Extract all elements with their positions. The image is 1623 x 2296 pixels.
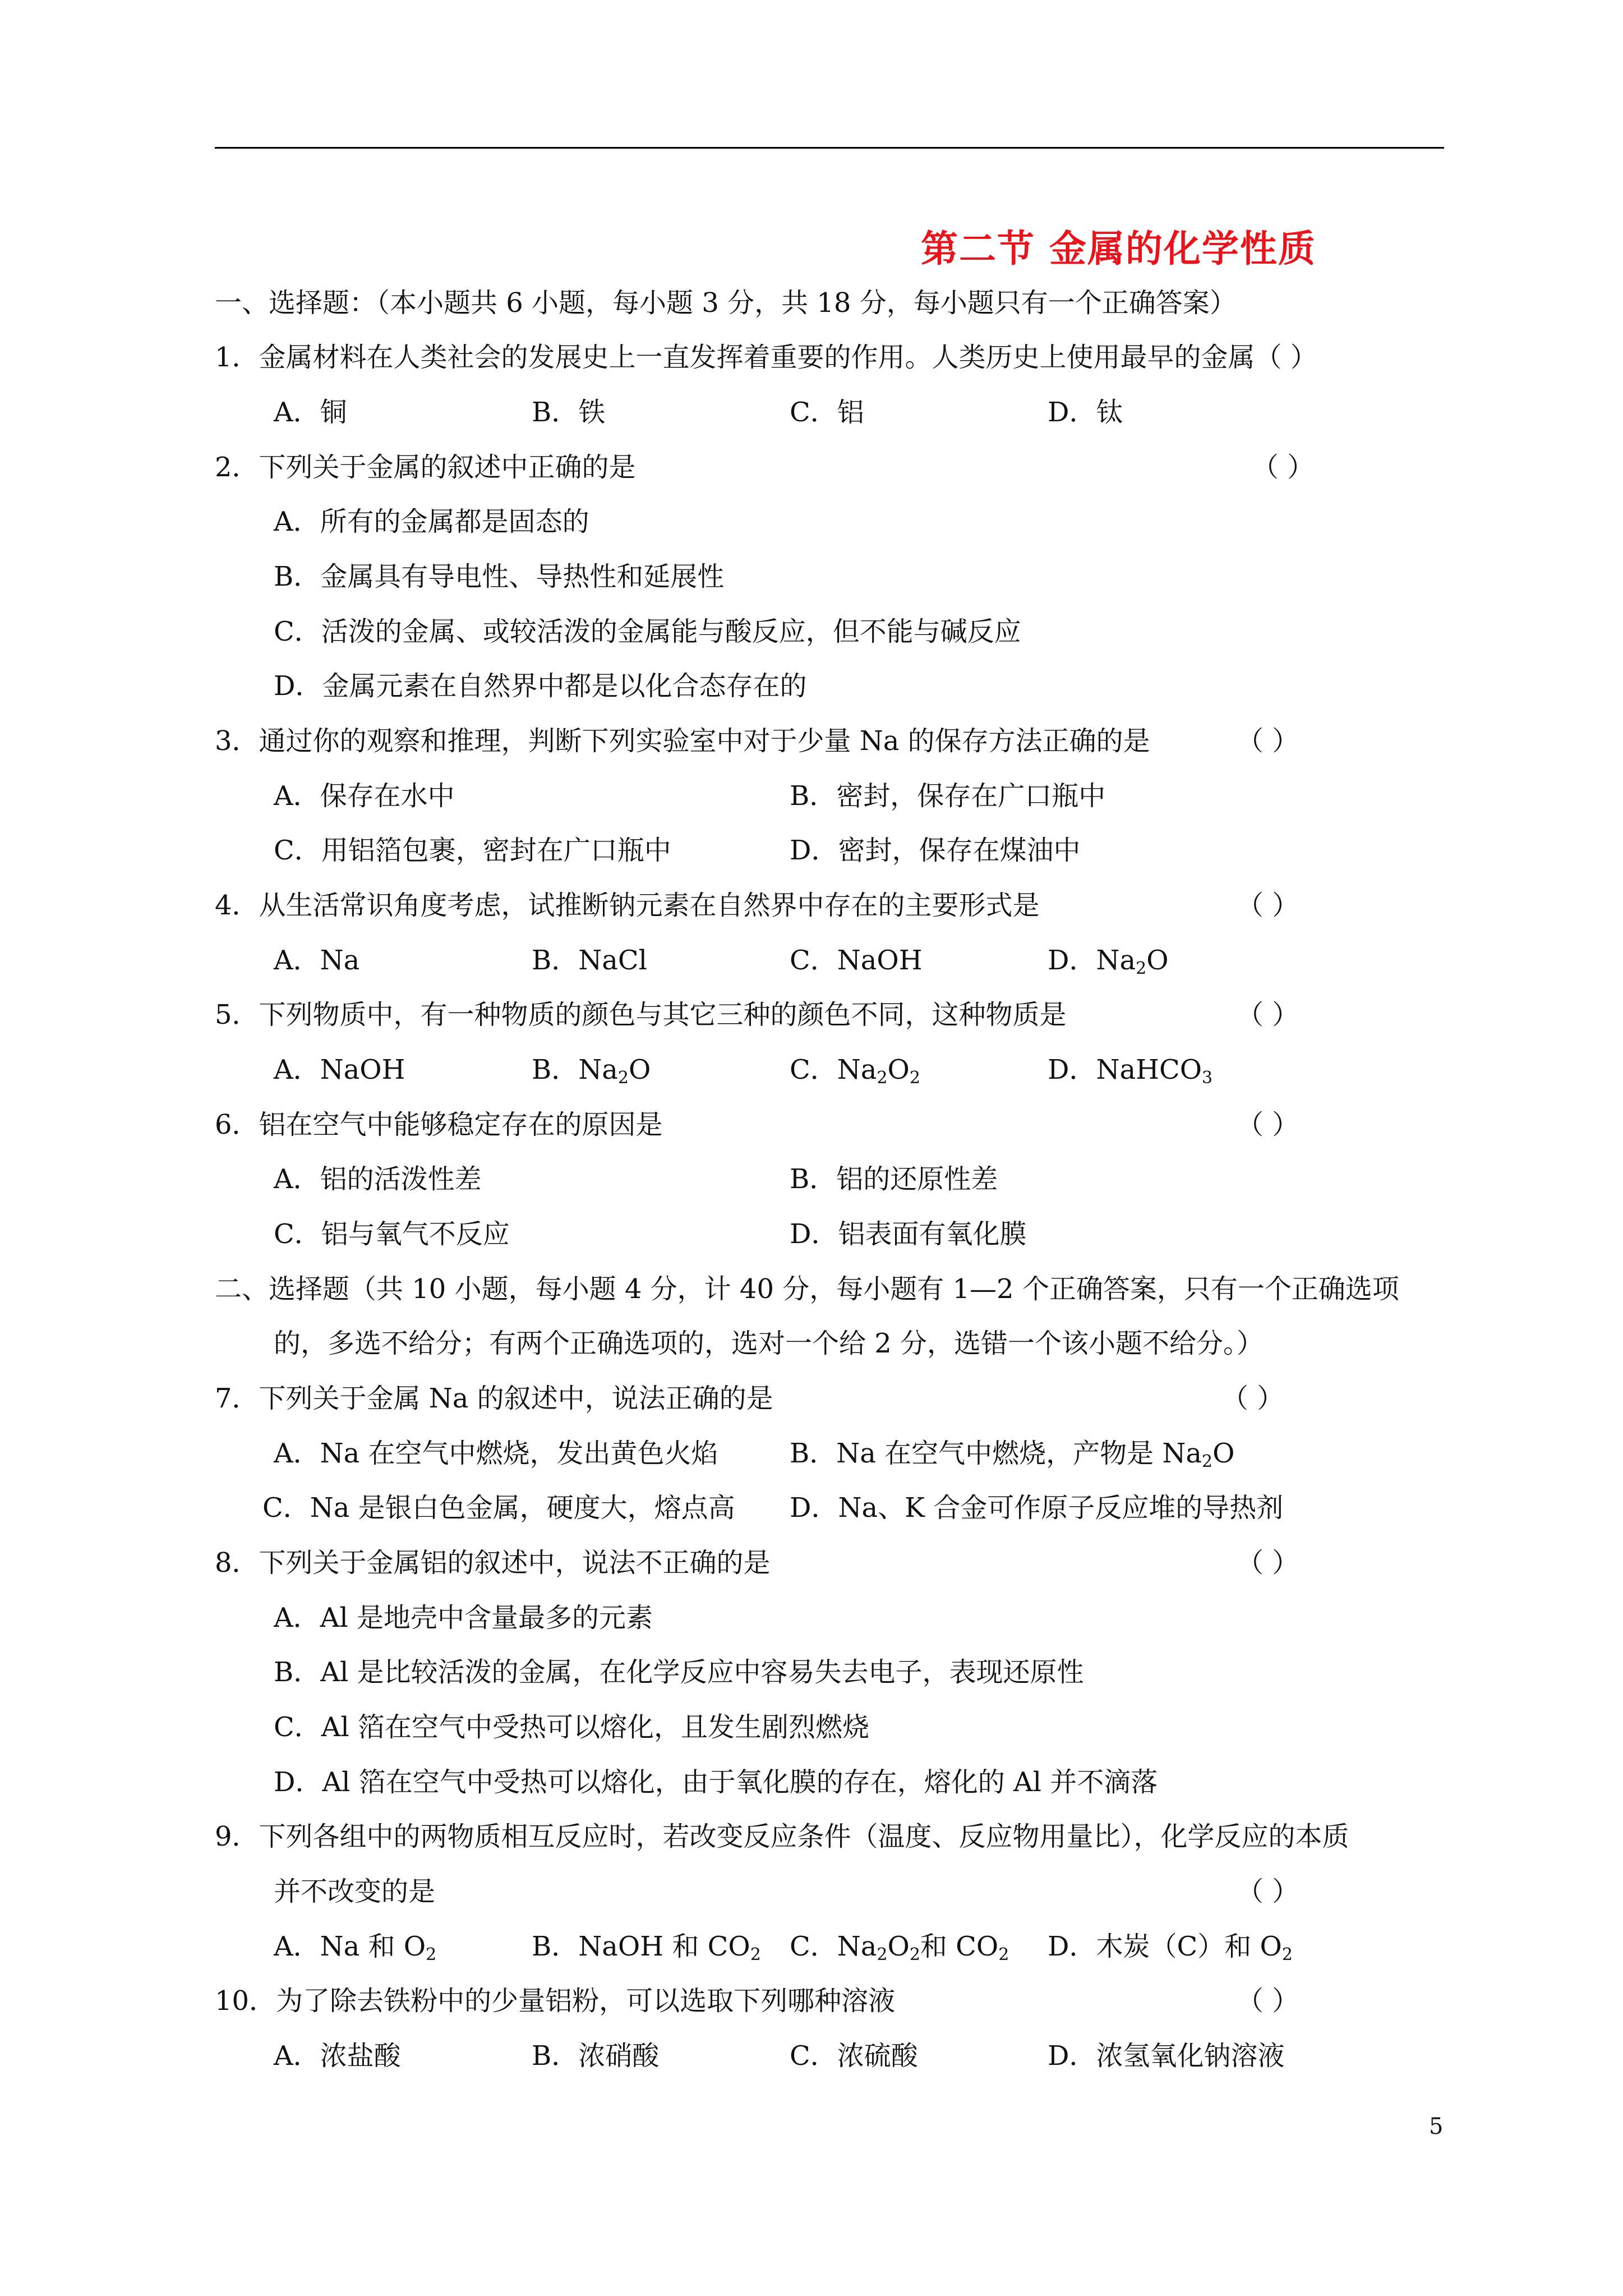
q9-stem-cont: 并不改变的是 [274,1876,436,1907]
q2-option-c: C．活泼的金属、或较活泼的金属能与酸反应，但不能与碱反应 [274,616,1021,647]
q10-option-c: C．浓硫酸 [790,2040,918,2072]
q8-option-b: B．Al 是比较活泼的金属，在化学反应中容易失去电子，表现还原性 [274,1657,1084,1688]
q9-option-c: C．$Na_2O_2$和 $CO_2$ [790,1931,1009,1964]
q1-stem: 1．金属材料在人类社会的发展史上一直发挥着重要的作用。人类历史上使用最早的金属（ ） [215,342,1317,373]
q9-option-a: A．Na 和 $O_2$ [274,1931,437,1964]
header-rule [215,147,1444,149]
q2-option-a: A．所有的金属都是固态的 [274,506,589,537]
q4-option-c: C．NaOH [790,945,923,976]
q7-option-d: D．Na、K 合金可作原子反应堆的导热剂 [790,1492,1284,1524]
q10-stem: 10．为了除去铁粉中的少量铝粉，可以选取下列哪种溶液 [215,1985,896,2017]
q4-answer-paren: （ ） [1237,890,1299,921]
q2-stem: 2．下列关于金属的叙述中正确的是 [215,452,636,483]
q5-answer-paren: （ ） [1237,999,1299,1030]
q4-stem: 4．从生活常识角度考虑，试推断钠元素在自然界中存在的主要形式是 [215,890,1040,921]
q8-option-c: C．Al 箔在空气中受热可以熔化，且发生剧烈燃烧 [274,1711,870,1743]
q7-option-c: C．Na 是银白色金属，硬度大，熔点高 [262,1492,735,1524]
q7-option-a: A．Na 在空气中燃烧，发出黄色火焰 [274,1438,718,1469]
q6-answer-paren: （ ） [1237,1109,1299,1140]
q5-option-b: B．$Na_2O$ [532,1054,651,1088]
q4-option-d: D．$Na_2O$ [1048,945,1169,978]
q1-option-d: D．钛 [1048,397,1123,428]
q3-stem: 3．通过你的观察和推理，判断下列实验室中对于少量 Na 的保存方法正确的是 [215,725,1150,757]
q10-option-b: B．浓硝酸 [532,2040,660,2072]
q9-stem: 9．下列各组中的两物质相互反应时，若改变反应条件（温度、反应物用量比），化学反应的本质 [215,1821,1349,1852]
q8-option-d: D．Al 箔在空气中受热可以熔化，由于氧化膜的存在，熔化的 Al 并不滴落 [274,1766,1158,1798]
q2-option-d: D．金属元素在自然界中都是以化合态存在的 [274,670,807,702]
q5-stem: 5．下列物质中，有一种物质的颜色与其它三种的颜色不同，这种物质是 [215,999,1067,1030]
q1-option-a: A．铜 [274,397,347,428]
q5-option-d: D．NaHCO$_3$ [1048,1054,1213,1088]
q3-answer-paren: （ ） [1237,725,1299,757]
q6-option-d: D．铝表面有氧化膜 [790,1218,1027,1250]
q7-stem: 7．下列关于金属 Na 的叙述中，说法正确的是 [215,1383,773,1414]
q2-answer-paren: （ ） [1252,452,1315,483]
q5-option-a: A．NaOH [274,1054,405,1085]
q9-option-b: B．NaOH 和 $CO_2$ [532,1931,761,1964]
q2-option-b: B．金属具有导电性、导热性和延展性 [274,561,725,592]
q3-option-b: B．密封，保存在广口瓶中 [790,780,1106,812]
q6-option-a: A．铝的活泼性差 [274,1163,482,1195]
section1-header: 一、选择题：（本小题共 6 小题，每小题 3 分，共 18 分，每小题只有一个正确答案） [215,287,1237,319]
q10-option-a: A．浓盐酸 [274,2040,401,2072]
q7-answer-paren: （ ） [1221,1383,1284,1414]
q4-option-b: B．NaCl [532,945,647,976]
page-number: 5 [1429,2114,1444,2139]
q9-answer-paren: （ ） [1237,1876,1299,1907]
q4-option-a: A．Na [274,945,360,976]
q10-answer-paren: （ ） [1237,1985,1299,2017]
q3-option-d: D．密封，保存在煤油中 [790,835,1081,866]
q5-option-c: C．$Na_2O_2$ [790,1054,920,1088]
q3-option-c: C．用铝箔包裹，密封在广口瓶中 [274,835,671,866]
page-title: 第二节 金属的化学性质 [921,227,1316,270]
q6-option-c: C．铝与氧气不反应 [274,1218,510,1250]
q6-stem: 6．铝在空气中能够稳定存在的原因是 [215,1109,663,1140]
q1-option-c: C．铝 [790,397,864,428]
q6-option-b: B．铝的还原性差 [790,1163,998,1195]
q8-stem: 8．下列关于金属铝的叙述中，说法不正确的是 [215,1547,771,1579]
section2-header-cont: 的，多选不给分；有两个正确选项的，选对一个给 2 分，选错一个该小题不给分。） [274,1328,1264,1359]
q7-option-b: B．Na 在空气中燃烧，产物是 $Na_2O$ [790,1438,1235,1471]
q1-option-b: B．铁 [532,397,606,428]
q3-option-a: A．保存在水中 [274,780,455,812]
section2-header: 二、选择题（共 10 小题，每小题 4 分，计 40 分，每小题有 1—2 个正确答案，只有一个正确选项 [215,1273,1399,1305]
q8-answer-paren: （ ） [1237,1547,1299,1579]
q10-option-d: D．浓氢氧化钠溶液 [1048,2040,1285,2072]
q8-option-a: A．Al 是地壳中含量最多的元素 [274,1602,653,1634]
q9-option-d: D．木炭（C）和 $O_2$ [1048,1931,1293,1964]
